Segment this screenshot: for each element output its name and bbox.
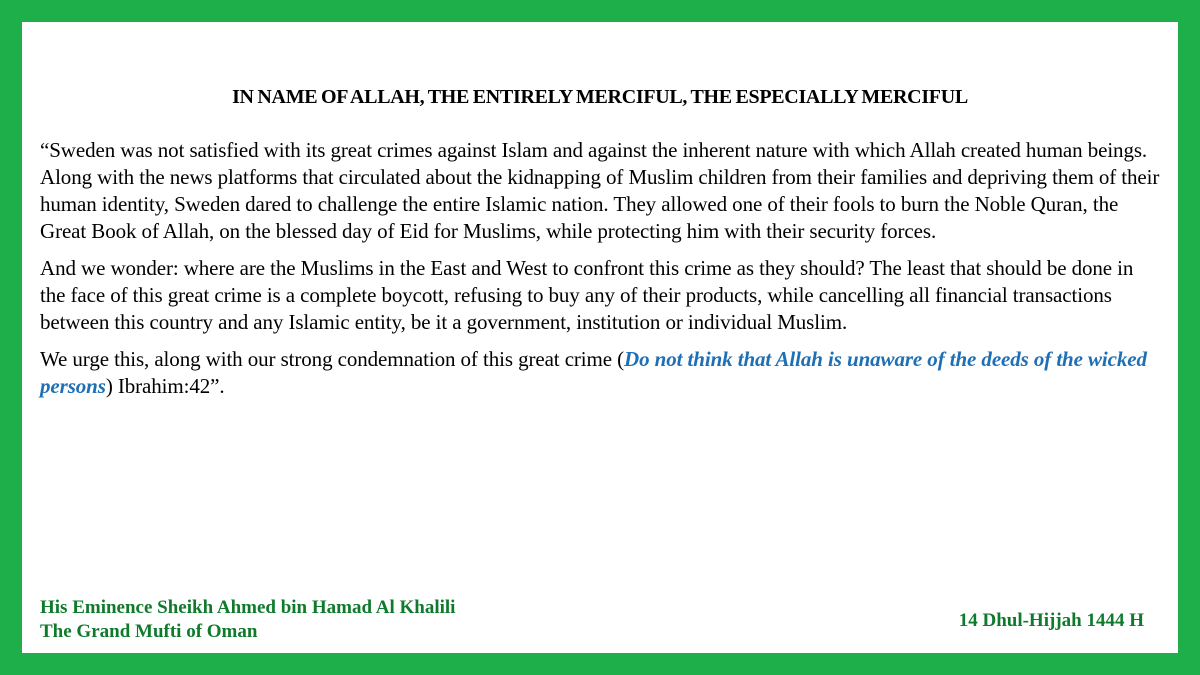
closing-text-before: We urge this, along with our strong condemnation of this great crime ( — [40, 347, 625, 371]
closing-text-after: ) Ibrahim:42”. — [105, 374, 225, 398]
statement-heading: IN NAME OF ALLAH, THE ENTIRELY MERCIFUL, THE ESPECIALLY MERCIFUL — [232, 86, 968, 108]
statement-paragraph-1: “Sweden was not satisfied with its great crimes against Islam and against the inherent nature with which Allah created human beings. Along with the news platforms that circulated about the kidnapping of Muslim children from their families and depriving them of their human identity, Sweden dared to challenge the entire Islamic nation. They allowed one of their fools to burn the Noble Quran, the Great Book of Allah, on the blessed day of Eid for Muslims, while protecting him with their security forces. — [40, 138, 1160, 243]
statement-body — [40, 86, 1160, 410]
statement-paragraph-2: And we wonder: where are the Muslims in the East and West to confront this crime as they should? The least that should be done in the face of this great crime is a complete boycott, refusing to buy any of their products, while cancelling all financial transactions between this country and any Islamic entity, be it a government, institution or individual Muslim. — [40, 256, 1134, 334]
signature-title: The Grand Mufti of Oman — [40, 621, 258, 642]
statement-paragraph-3 — [40, 346, 1160, 400]
statement-date: 14 Dhul-Hijjah 1444 H — [958, 610, 1144, 631]
signature-block — [40, 596, 455, 644]
signature-name: His Eminence Sheikh Ahmed bin Hamad Al Khalili — [40, 597, 456, 618]
quran-quote: Do not think that Allah is unaware of the deeds of the wicked persons — [40, 347, 1147, 398]
